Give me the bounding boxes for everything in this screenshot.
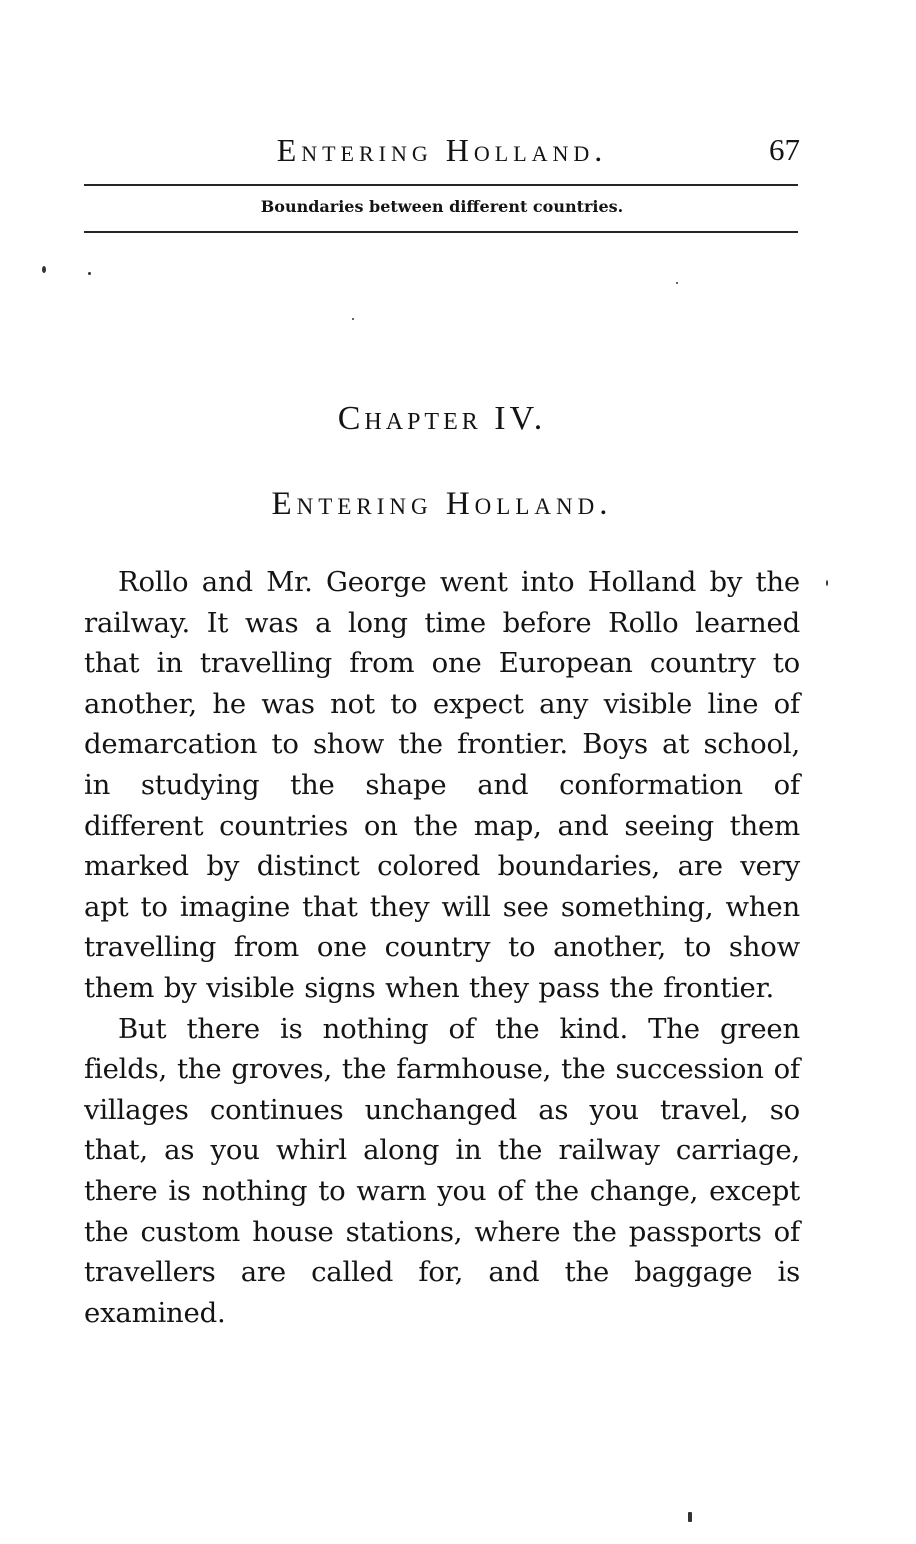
body-text xyxy=(84,562,800,1333)
ink-speck xyxy=(42,266,46,273)
ink-speck xyxy=(88,272,91,275)
header-rule-bottom xyxy=(84,231,798,233)
running-title: Entering Holland. xyxy=(276,132,608,168)
header-rule-top xyxy=(84,184,798,186)
ink-speck xyxy=(352,318,354,320)
paragraph-1: Rollo and Mr. George went into Holland by the railway. It was a long time before Rollo learned that in travelling from one European country to another, he was not to expect any visible line of demarcation to show the frontier. Boys at school, in studying the shape and conformation of different countries on the map, and seeing them marked by distinct colored boundaries, are very apt to imagine that they will see something, when travelling from one country to another, to show them by visible signs when they pass the frontier. xyxy=(84,566,800,1004)
running-head xyxy=(84,128,800,172)
page-number: 67 xyxy=(769,132,800,167)
ink-speck xyxy=(676,282,678,284)
ink-speck xyxy=(688,1512,692,1522)
chapter-title: Entering Holland. xyxy=(271,486,613,522)
page-summary: Boundaries between different countries. xyxy=(260,197,624,216)
chapter-number: Chapter IV. xyxy=(337,400,547,437)
paragraph-2: But there is nothing of the kind. The green fields, the groves, the farmhouse, the succession of villages continues unchanged as you travel, so that, as you whirl along in the railway carriage, there is nothing to warn you of the change, except the custom house stations, where the passports of travellers are called for, and the baggage is examined. xyxy=(84,1012,800,1329)
ink-speck xyxy=(826,580,828,586)
